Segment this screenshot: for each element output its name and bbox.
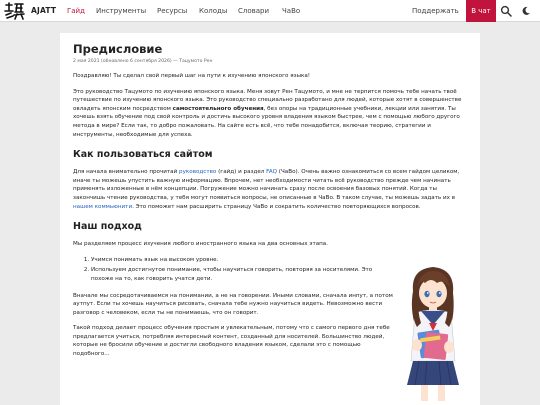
page-title: Предисловие bbox=[73, 42, 163, 56]
list-item: 2. Используем достигнутое понимание, чтобы научиться говорить, повторяя за носителями. Это похоже на то, как говорить учатся дети. bbox=[91, 266, 395, 283]
search-icon[interactable] bbox=[500, 5, 512, 17]
article-meta: 2 мая 2021 (обновлено 6 сентября 2026) — Тацумото Рен bbox=[73, 59, 213, 64]
paragraph-approach-benefits: Такой подход делает процесс обучения простым и увлекательным, потому что с самого первого дня тебе предлагается учиться, потребляя интересный контент, созданный для носителей. Большинство людей, которые не бросили обучение и достигли свободного владения языком, сделали это с помощью подобного... bbox=[73, 325, 390, 358]
paragraph-how-to-use bbox=[73, 168, 467, 211]
intro-paragraph: Поздравляю! Ты сделал свой первый шаг на пути к изучению японского языка! bbox=[73, 73, 311, 79]
top-navbar bbox=[0, 0, 540, 22]
nav-item-faq[interactable]: ЧаВо bbox=[282, 7, 301, 15]
bold-text: самостоятельного обучения bbox=[172, 105, 264, 112]
guide-link[interactable]: руководство bbox=[179, 169, 217, 176]
heading-how-to-use: Как пользоваться сайтом bbox=[73, 149, 213, 161]
nav-item-tools[interactable]: Инструменты bbox=[96, 7, 147, 15]
list-item: 1. Учимся понимать язык на высоком уровне. bbox=[91, 256, 395, 265]
stages-list bbox=[73, 256, 395, 284]
text-span: (гайд) и раздел bbox=[216, 169, 267, 176]
text-span: Для начала внимательно прочитай bbox=[73, 169, 180, 176]
nav-item-decks[interactable]: Колоды bbox=[199, 7, 228, 15]
nav-item-resources[interactable]: Ресурсы bbox=[157, 7, 188, 15]
anime-girl-illustration bbox=[395, 261, 470, 405]
community-link[interactable]: нашем коммьюнити bbox=[73, 203, 133, 210]
logo-kanji-icon[interactable] bbox=[3, 2, 25, 20]
chat-button[interactable]: В чат bbox=[466, 0, 496, 22]
nav-item-guide[interactable]: Гайд bbox=[67, 7, 85, 15]
text-span: , без опоры на традиционные учебники, лекции или занятия. Ты хочешь взять обучение под свой контроль и достичь высокого уровня владения языком быстрее, чем с помощью любого другого метода в мире? Если так, то добро пожаловать. На сайте есть всё, что тебе понадобится, включая теорию, стратегии и инструменты, необходимые для успеха. bbox=[73, 105, 460, 138]
support-link[interactable]: Поддержать bbox=[412, 7, 459, 15]
text-span: (ЧаВо). Очень важно ознакомиться со всем гайдом целиком, иначе ты можешь упустить важную информацию. Впрочем, нет необходимости читать всё руководство прежде чем начинать применять изложенные в нём концепции. Погружение можно начинать сразу после освоения базовых понятий. Когда ты закончишь чтение руководства, у тебя могут появиться вопросы, не описанные в ЧаВо. В таком случае, ты можешь задать их в bbox=[73, 169, 460, 201]
faq-link[interactable]: FAQ bbox=[266, 169, 278, 176]
nav-item-dictionaries[interactable]: Словари bbox=[238, 7, 270, 15]
paragraph-input-first: Вначале мы сосредотачиваемся на понимании, а не на говорении. Иными словами, сначала инпут, а потом аутпут. Если ты хочешь научиться рисовать, сначала тебе нужно научиться видеть. Невозможно вести разговор с человеком, если ты не понимаешь, что он говорит. bbox=[73, 292, 393, 316]
article-card bbox=[60, 33, 480, 405]
moon-icon[interactable] bbox=[521, 6, 531, 16]
text-span: . Это поможет нам расширить страницу ЧаВо и сократить количество повторяющихся вопросов. bbox=[132, 203, 421, 210]
text-span: Это руководство Тацумото по изучению японского языка. Меня зовут Рен Тацумото, и мне не терпится помочь тебе начать твоё путешествие по изучению японского языка. Это руководство специально разработано для людей, которые хотят в совершенстве овладеть японским посредством bbox=[73, 88, 462, 112]
heading-our-approach: Наш подход bbox=[73, 221, 142, 233]
paragraph-stages: Мы разделяем процесс изучения любого иностранного языка на два основных этапа. bbox=[73, 241, 329, 248]
paragraph-about bbox=[73, 88, 467, 140]
brand-name[interactable]: AJATT bbox=[31, 6, 57, 15]
